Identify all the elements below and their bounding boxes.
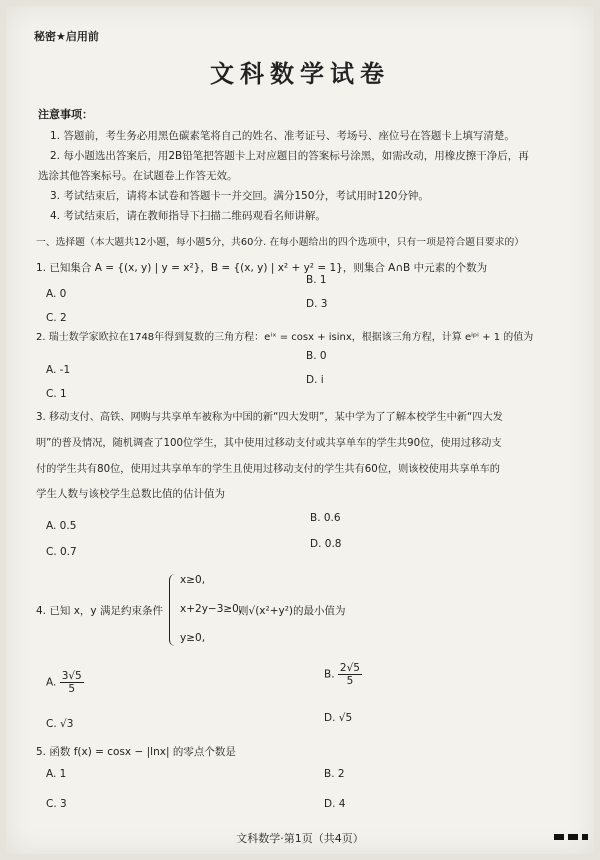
q4-option-a-denominator: 5 [68,683,76,696]
note-4: 4. 考试结束后，请在教师指导下扫描二维码观看名师讲解。 [50,210,326,222]
q2-option-a[interactable]: A. -1 [46,364,71,376]
notes-heading: 注意事项： [38,108,93,121]
scan-mark-3 [582,834,588,840]
q3-option-a[interactable]: A. 0.5 [46,520,77,532]
question-4-stem-post: 则√(x²+y²)的最小值为 [238,605,346,617]
q2-option-d[interactable]: D. i [306,374,324,386]
page-title: 文科数学试卷 [210,59,390,88]
question-3-stem-line-2: 明”的普及情况，随机调查了100位学生，其中使用过移动支付或共享单车的学生共90位，使用过移动支 [36,438,502,449]
q4-option-d[interactable]: D. √5 [324,712,353,724]
q2-option-c[interactable]: C. 1 [46,388,67,400]
scan-mark-2 [568,834,578,840]
constraint-1: x≥0, [180,574,206,586]
question-5-stem: 5. 函数 f(x) = cosx − |lnx| 的零点个数是 [36,746,236,758]
q4-option-b[interactable] [324,662,362,687]
q5-option-d[interactable]: D. 4 [324,798,346,810]
q4-option-a-fraction [60,670,84,695]
q1-option-c[interactable]: C. 2 [46,312,67,324]
q5-option-a[interactable]: A. 1 [46,768,67,780]
q3-option-b[interactable]: B. 0.6 [310,512,341,524]
q5-option-c[interactable]: C. 3 [46,798,67,810]
scan-mark-1 [554,834,564,840]
constraint-2: x+2y−3≥0, [180,603,243,615]
q4-option-c[interactable]: C. √3 [46,718,74,730]
constraint-3: y≥0, [180,632,206,644]
note-2-cont: 选涂其他答案标号。在试题卷上作答无效。 [38,170,238,182]
question-2-stem: 2. 瑞士数学家欧拉在1748年得到复数的三角方程：eⁱˣ = cosx + isinx，根据该三角方程，计算 eⁱᵖⁱ + 1 的值为 [36,332,534,343]
note-3: 3. 考试结束后，请将本试卷和答题卡一并交回。满分150分，考试用时120分钟。 [50,190,429,202]
q1-option-b[interactable]: B. 1 [306,274,327,286]
q4-option-a-label: A. [46,676,57,689]
note-1: 1. 答题前，考生务必用黑色碳素笔将自己的姓名、准考证号、考场号、座位号在答题卡上填写清楚。 [50,130,515,142]
section-heading: 一、选择题（本大题共12小题，每小题5分，共60分. 在每小题给出的四个选项中，只有一项是符合题目要求的） [36,237,525,248]
q4-option-b-numerator: 2√5 [339,662,360,674]
question-1-stem: 1. 已知集合 A = {(x, y) | y = x²}，B = {(x, y) | x² + y² = 1}，则集合 A∩B 中元素的个数为 [36,262,488,274]
note-2: 2. 每小题选出答案后，用2B铅笔把答题卡上对应题目的答案标号涂黑，如需改动，用橡皮擦干净后，再 [50,150,529,162]
q2-option-b[interactable]: B. 0 [306,350,327,362]
question-3-stem-line-3: 付的学生共有80位，使用过共享单车的学生且使用过移动支付的学生共有60位，则该校使用共享单车的 [36,464,500,475]
q1-option-a[interactable]: A. 0 [46,288,67,300]
question-3-stem-line-4: 学生人数与该校学生总数比值的估计值为 [36,488,225,500]
q4-option-b-denominator: 5 [346,675,354,688]
page-footer: 文科数学·第1页（共4页） [236,832,364,845]
q5-option-b[interactable]: B. 2 [324,768,345,780]
q4-option-a-numerator: 3√5 [61,670,82,682]
exam-page [6,6,594,854]
secret-label: 秘密★启用前 [34,30,99,43]
q4-option-a[interactable] [46,670,84,695]
question-3-stem-line-1: 3. 移动支付、高铁、网购与共享单车被称为中国的新“四大发明”，某中学为了了解本校学生中新“四大发 [36,412,503,423]
question-4-stem-pre: 4. 已知 x，y 满足约束条件 [36,605,163,617]
q4-option-b-label: B. [324,668,335,681]
q1-option-d[interactable]: D. 3 [306,298,328,310]
q3-option-d[interactable]: D. 0.8 [310,538,342,550]
q3-option-c[interactable]: C. 0.7 [46,546,77,558]
constraint-brace [169,574,178,646]
q4-option-b-fraction [338,662,362,687]
